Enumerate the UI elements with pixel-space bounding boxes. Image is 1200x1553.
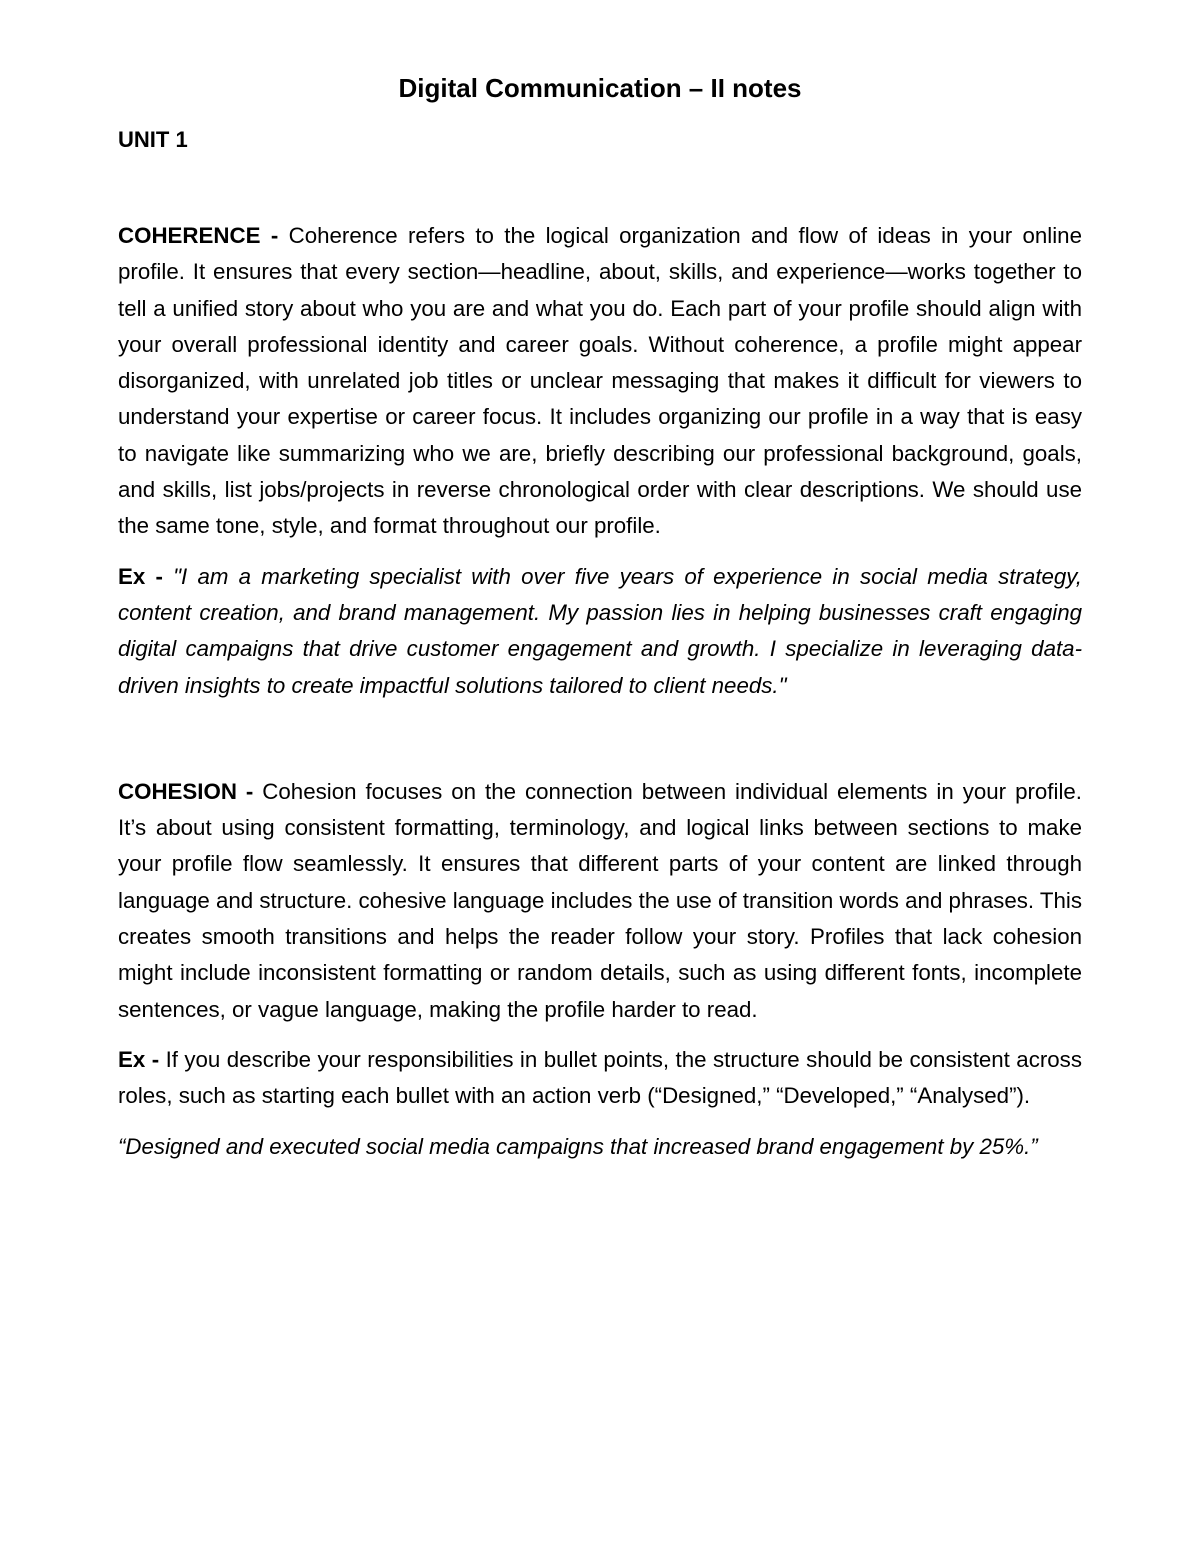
coherence-example-label: Ex bbox=[118, 563, 146, 589]
cohesion-separator: - bbox=[236, 778, 263, 804]
coherence-example-text: "I am a marketing specialist with over five years of experience in social media strategy, content creation, and brand management. My passion lies in helping businesses craft engaging digital campaigns that drive customer engagement and growth. I specialize in leveraging data-driven insights to create impactful solutions tailored to client needs." bbox=[118, 563, 1082, 698]
coherence-separator: - bbox=[260, 223, 289, 248]
cohesion-quote: “Designed and executed social media campaigns that increased brand engagement by 25%.” bbox=[118, 1133, 1038, 1159]
document-page bbox=[118, 66, 1082, 1165]
cohesion-example-separator: - bbox=[145, 1046, 166, 1072]
coherence-example-separator: - bbox=[145, 563, 174, 589]
coherence-paragraph bbox=[118, 218, 1082, 545]
cohesion-term: COHESION bbox=[118, 778, 237, 804]
cohesion-example-label: Ex bbox=[118, 1046, 146, 1072]
coherence-text: Coherence refers to the logical organization and flow of ideas in your online profile. It ensures that every section—headline, about, skills, and experience—works together to tell a unified story about who you are and what you do. Each part of your profile should align with your overall professional identity and career goals. Without coherence, a profile might appear disorganized, with unrelated job titles or unclear messaging that makes it difficult for viewers to understand your expertise or career focus. It includes organizing our profile in a way that is easy to navigate like summarizing who we are, briefly describing our professional background, goals, and skills, list jobs/projects in reverse chronological order with clear descriptions. We should use the same tone, style, and format throughout our profile. bbox=[118, 223, 1082, 539]
cohesion-paragraph bbox=[118, 774, 1082, 1028]
coherence-term: COHERENCE bbox=[118, 223, 261, 248]
coherence-example-paragraph bbox=[118, 559, 1082, 704]
cohesion-example-text: If you describe your responsibilities in bullet points, the structure should be consistent across roles, such as starting each bullet with an action verb (“Designed,” “Developed,” “Analysed”). bbox=[118, 1046, 1082, 1109]
cohesion-text: Cohesion focuses on the connection between individual elements in your profile. It’s about using consistent formatting, terminology, and logical links between sections to make your profile flow seamlessly. It ensures that different parts of your content are linked through language and structure. cohesive language includes the use of transition words and phrases. This creates smooth transitions and helps the reader follow your story. Profiles that lack cohesion might include inconsistent formatting or random details, such as using different fonts, incomplete sentences, or vague language, making the profile harder to read. bbox=[118, 778, 1082, 1022]
document-title: Digital Communication – II notes bbox=[398, 73, 802, 103]
cohesion-example-paragraph bbox=[118, 1042, 1082, 1115]
unit-heading: UNIT 1 bbox=[118, 127, 188, 152]
